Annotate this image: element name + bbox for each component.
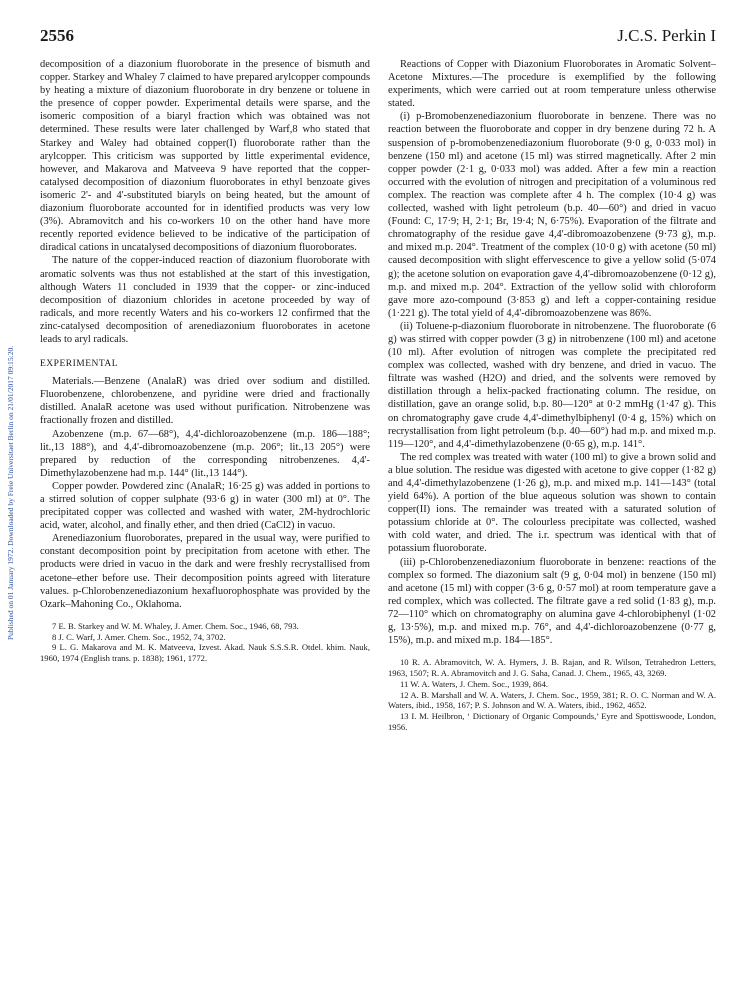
right-column	[388, 58, 716, 733]
footnote-13: 13 I. M. Heilbron, ‘ Dictionary of Organic Compounds,’ Eyre and Spottiswoode, London, 1956.	[388, 711, 716, 732]
right-footnotes	[388, 657, 716, 733]
journal-title: J.C.S. Perkin I	[617, 26, 716, 45]
experiment-iii-paragraph: (iii) p-Chlorobenzenediazonium fluoroborate in benzene: reactions of the complex so formed. The diazonium salt (9 g, 0·04 mol) in benzene (150 ml) and acetone (15 ml) with copper (3·6 g, 0·57 mol) at room temperature gave a red complex, which was collected. The filtrate gave a red solid (1·83 g), m.p. 72—110° which on chromatography on alumina gave 4-chlorobiphenyl (1·02 g, 13·5%), m.p. and mixed m.p. 76°, and 4,4'-dichloroazobenzene (0·77 g, 15%), m.p. and mixed m.p. 184—185°.	[388, 556, 716, 647]
footnote-8: 8 J. C. Warf, J. Amer. Chem. Soc., 1952, 74, 3702.	[52, 631, 226, 642]
intro-paragraph-1: decomposition of a diazonium fluoroborate in the presence of bismuth and copper. Starkey and Whaley 7 claimed to have prepared arylcopper compounds by heating a mixture of diazonium fluoroborate in dry benzene or toluene in the presence of copper powder. Experimental details were sparse, and the isomeric composition of a biaryl fraction which was obtained was not determined. These results were later challenged by Warf,8 who stated that Starkey and Waley had obtained copper(I) fluoroborate rather than the arylcopper. This criticism was supported by little experimental evidence, however, and Makarova and Matveeva 9 have reported that the copper-catalysed decomposition of diazonium fluoroborates in ethyl benzoate gives isomeric 2'- and 4'-substituted biaryls on being heated, but the amount of diazonium fluoroborate accounted for in identified products was very low (3%). Abramovitch and his co-workers 10 on the other hand have more recently reported evidence believed to be indicative of the participation of diradical cations in uncatalysed decompositions of diazonium fluoroborates.	[40, 59, 370, 254]
experiment-i-paragraph: (i) p-Bromobenzenediazonium fluoroborate in benzene. There was no reaction between the fluoroborate and copper in dry benzene during 72 h. A suspension of p-bromobenzenediazonium fluoroborate (9·0 g, 0·033 mol) in benzene (150 ml) and acetone (15 ml) was stirred magnetically. After 2 min copper powder (2·1 g, 0·033 mol) was added. After a few min a reaction occurred with the evolution of nitrogen and precipitation of a voluminous red complex. The reaction was complete after 4 h. The complex (10·4 g) was collected, washed with light petroleum (b.p. 40—60°) and dried in vacuo (Found: C, 17·9; H, 2·1; Br, 19·4; N, 6·75%). Evaporation of the filtrate and chromatography of the residue gave 4,4'-dibromoazobenzene (9·73 g), m.p. and mixed m.p. 204°. Treatment of the complex (10·0 g) with acetone (50 ml) caused decomposition with slight effervescence to give a yellow solid (5·074 g); the acetone solution on evaporation gave 4,4'-dibromoazobenzene (0·12 g), m.p. and mixed m.p. 204°. Extraction of the yellow solid with chloroform gave more azo-compound (3·853 g) and left a copper-containing residue (1·221 g). The total yield of 4,4'-dibromoazobenzene was 86%.	[388, 111, 716, 319]
fluoroborates-paragraph: Arenediazonium fluoroborates, prepared in the usual way, were purified to constant decomposition point by precipitation from acetone with ether. The products were dried in vacuo in the dark and were freshly recrystallised from acetone–ether before use. Their decomposition points agreed with literature values. p-Chlorobenzenediazonium hexafluorophosphate was provided by the Ozark–Mahoning Co., Oklahoma.	[40, 533, 370, 610]
footnote-9: 9 L. G. Makarova and M. K. Matveeva, Izvest. Akad. Nauk S.S.S.R. Otdel. khim. Nauk, 1960, 1974 (English trans. p. 1838); 1961, 1772.	[40, 642, 370, 664]
footnote-12: 12 A. B. Marshall and W. A. Waters, J. Chem. Soc., 1959, 381; R. O. C. Norman and W. A. Waters, ibid., 1958, 167; P. S. Johnson and W. A. Waters, ibid., 1962, 4652.	[388, 689, 716, 711]
section-heading-experimental: EXPERIMENTAL	[40, 359, 119, 370]
intro-paragraph-2: The nature of the copper-induced reaction of diazonium fluoroborate with aromatic solvents was thus not established at the start of this investigation, although Waters 11 concluded in 1939 that the copper- or zinc-induced decomposition of diazonium chlorides in acetone proceeded by way of radicals, and more recently Waters and his co-workers 12 confirmed that the zinc-catalysed decomposition of arenediazonium fluoroborates in acetone leads to aryl radicals.	[40, 255, 370, 345]
materials-paragraph: Materials.—Benzene (AnalaR) was dried over sodium and distilled. Fluorobenzene, chlorobenzene, and pyridine were dried and fractionally distilled. AnalaR acetone was used without purification. Nitrobenzene was fractionally frozen and distilled.	[40, 376, 370, 427]
download-notice: Published on 01 January 1972. Downloaded by Freie Universitaet Berlin on 21/01/2017 09:15:20.	[6, 345, 15, 640]
footnote-10: 10 R. A. Abramovitch, W. A. Hymers, J. B. Rajan, and R. Wilson, Tetrahedron Letters, 1963, 1507; R. A. Abramovitch and J. G. Saha, Canad. J. Chem., 1965, 43, 3269.	[388, 657, 716, 679]
reactions-paragraph: Reactions of Copper with Diazonium Fluoroborates in Aromatic Solvent–Acetone Mixtures.—The procedure is exemplified by the following experiments, which were carried out at room temperature unless otherwise stated.	[388, 59, 716, 110]
left-footnotes	[40, 621, 370, 664]
left-column	[40, 58, 370, 664]
footnote-11: 11 W. A. Waters, J. Chem. Soc., 1939, 864.	[400, 678, 549, 689]
red-complex-paragraph: The red complex was treated with water (100 ml) to give a brown solid and a blue solution. The residue was digested with acetone to give copper (1·82 g) and 4,4'-dimethylazobenzene (1·26 g), m.p. and mixed m.p. 141—143° (total yield 64%). A portion of the blue aqueous solution was shown to contain copper(II) ions. The remainder was treated with a saturated solution of potassium chloride at 0°. The colourless precipitate was collected, washed with cold water, and dried. The i.r. spectrum was identical with that of potassium fluoroborate.	[388, 451, 716, 555]
experiment-ii-paragraph: (ii) Toluene-p-diazonium fluoroborate in nitrobenzene. The fluoroborate (6 g) was stirred with copper powder (3 g) in nitrobenzene (100 ml) and acetone (10 ml). After evolution of nitrogen was complete the precipitated red complex was collected, washed with dry benzene, and dried in vacuo. The filtrate was washed (H2O) and dried, and the solvents were removed by distillation through a helix-packed fractionating column. The residue, on distillation, gave an orange solid, b.p. 80—120° at 0·2 mmHg (1·47 g). This on chromatography gave crude 4,4'-dimethylbiphenyl (0·4 g, 15%) which on recrystallisation from light petroleum (b.p. 40—60°) had m.p. and mixed m.p. 119—120°, and 4,4'-dimethylazobenzene (0·65 g), m.p. 141°.	[388, 320, 716, 450]
azobenzene-paragraph: Azobenzene (m.p. 67—68°), 4,4'-dichloroazobenzene (m.p. 186—188°; lit.,13 188°), and 4,4'-dibromoazobenzene (m.p. 206°; lit.,13 205°) were prepared by reduction of the corresponding nitrobenzenes. 4,4'-Dimethylazobenzene had m.p. 144° (lit.,13 144°).	[40, 428, 370, 479]
footnote-7: 7 E. B. Starkey and W. M. Whaley, J. Amer. Chem. Soc., 1946, 68, 793.	[52, 620, 299, 631]
page-number: 2556	[40, 26, 74, 45]
copper-powder-paragraph: Copper powder. Powdered zinc (AnalaR; 16·25 g) was added in portions to a stirred solution of copper sulphate (93·6 g) in water (300 ml) at 0°. The precipitated copper was collected and washed with water, 2M-hydrochloric acid, water, alcohol, and finally ether, and then dried (CaCl2) in vacuo.	[40, 480, 370, 532]
page-header	[40, 26, 716, 52]
